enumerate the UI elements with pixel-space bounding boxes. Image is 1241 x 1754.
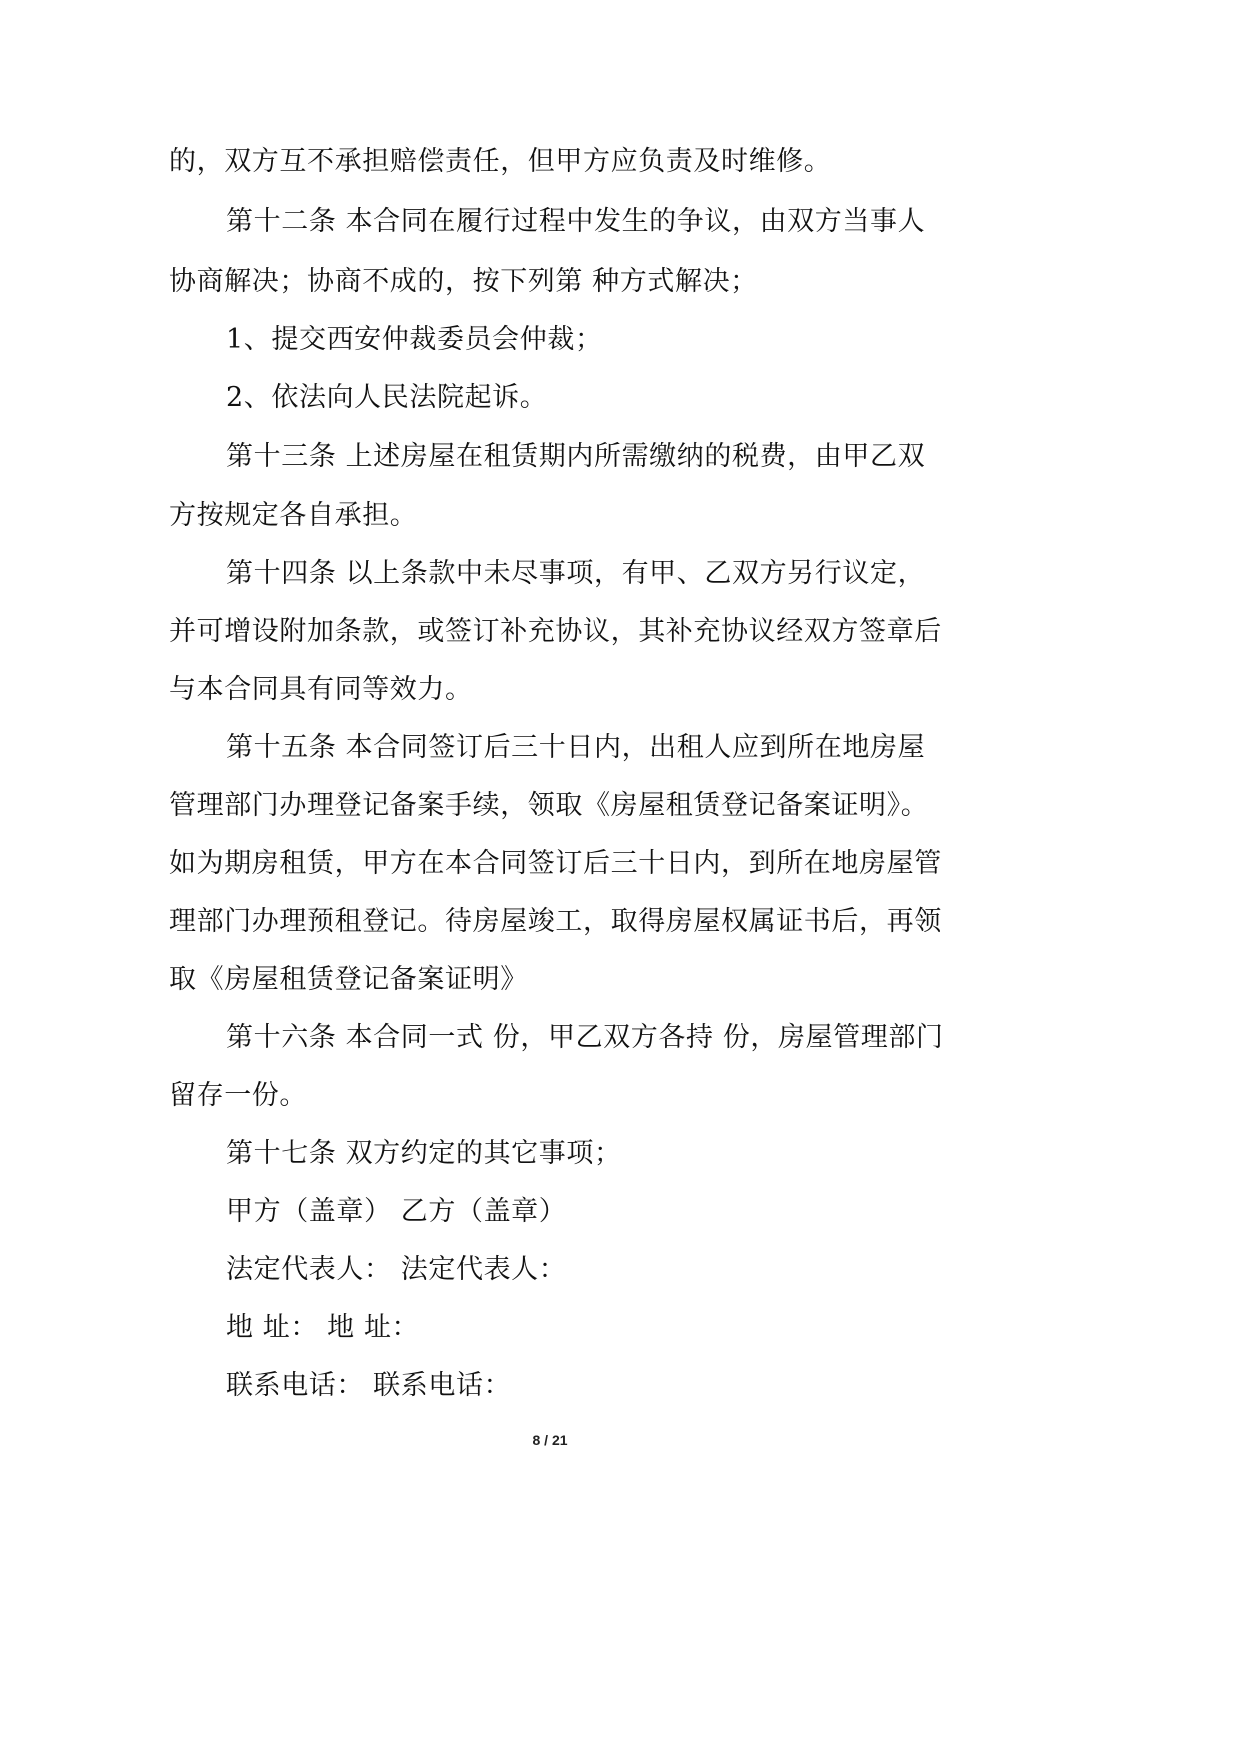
- text-line: 取《房屋租赁登记备案证明》: [169, 964, 528, 995]
- text-line: 与本合同具有同等效力。: [169, 674, 473, 705]
- text-line: 第十四条 以上条款中未尽事项，有甲、乙双方另行议定，: [226, 558, 926, 589]
- text-line: 法定代表人： 法定代表人：: [226, 1254, 567, 1285]
- text-line: 留存一份。: [169, 1080, 307, 1111]
- text-line: 甲方（盖章） 乙方（盖章）: [226, 1196, 567, 1227]
- text-line: 如为期房租赁，甲方在本合同签订后三十日内，到所在地房屋管: [169, 848, 942, 879]
- text-line: 方按规定各自承担。: [169, 500, 418, 531]
- text-line: 协商解决；协商不成的，按下列第 种方式解决；: [169, 266, 758, 297]
- text-line: 理部门办理预租登记。待房屋竣工，取得房屋权属证书后，再领: [169, 906, 942, 937]
- text-line: 地 址： 地 址：: [226, 1312, 420, 1343]
- text-line: 第十六条 本合同一式 份，甲乙双方各持 份，房屋管理部门: [226, 1022, 944, 1053]
- text-line: 管理部门办理登记备案手续，领取《房屋租赁登记备案证明》。: [169, 790, 929, 821]
- text-line: 第十二条 本合同在履行过程中发生的争议，由双方当事人: [226, 206, 926, 237]
- text-line: 并可增设附加条款，或签订补充协议，其补充协议经双方签章后: [169, 616, 942, 647]
- text-line: 联系电话： 联系电话：: [226, 1370, 512, 1401]
- page-number: 8 / 21: [532, 1432, 568, 1448]
- text-line: 第十七条 双方约定的其它事项；: [226, 1138, 622, 1169]
- text-line: 第十五条 本合同签订后三十日内，出租人应到所在地房屋: [226, 732, 926, 763]
- text-line: 2、依法向人民法院起诉。: [226, 382, 548, 413]
- text-line: 的，双方互不承担赔偿责任，但甲方应负责及时维修。: [169, 146, 832, 177]
- text-line: 1、提交西安仲裁委员会仲裁；: [226, 324, 603, 355]
- text-line: 第十三条 上述房屋在租赁期内所需缴纳的税费，由甲乙双: [226, 441, 926, 472]
